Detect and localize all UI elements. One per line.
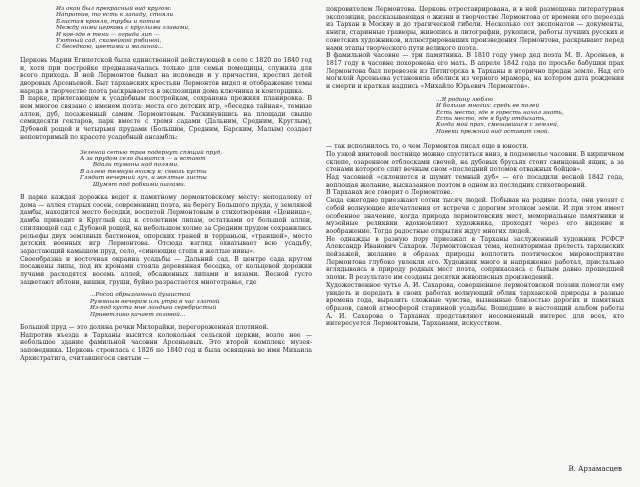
- paragraph-album: Художественное чутье А. И. Сахарова, совершенное лермонтовской поэзии помогли ему увидеть и передать в своих работах волнующий облик тарханской природы в разные времена года, выразить сложные чувства, вызванные близостью дорогих и памятных образов, самой атмосферой старинной усадьбы. Вошедшие в настоящий альбом работы А. И. Сахарова о Тарханах представляют несомненный интерес для всех, кто интересуется Лермонтовым, Тарханами, искусством.: [326, 281, 624, 328]
- paragraph-paths: В парке каждая дорожка ведет к памятному лермонтовскому месту: неподалеку от дома — аллея старых сосен, современниц поэта, на берегу Большого пруда, у земляной дамбы, находится место беседки, воспетой Лермонтовым в стихотворении «Ценница», дамба приводит в Круглый сад к столетним липам, остатками от большой аллеи, спиляющей сад с Дубовой рощей, на небольшом холме за Средним прудом сохранились рельефы двух земляных бастионов, опорских траней и терраньон, «траншей», место детских военных игр Лермонтова. Отсюда взгляд охватывает всю усадьбу, зарастающий камышом пруд, село, «синеющие степи и желтые нивы».: [20, 194, 312, 255]
- paragraph-crypt: По узкой винтовой лестнице можно спуститься вниз, в подземелье часовни. В кирпичном склепе, озаренном отблесками свечей, на дубовых брусьях стоит свинцовый ящик, а за стенами которого спит вечным сном «последний потомок отважных бойцов».: [326, 150, 624, 174]
- paragraph-oak: Над часовней «склоняется и шумит темный дуб» — его посадили весной 1842 года, воплощая желание, высказанное поэтом в одном из последних стихотворений.: [326, 173, 624, 189]
- paragraph-chapel: В фамильной часовне — три памятника. В 1810 году умер дед поэта М. В. Арсеньев, в 1817 году в часовне похоронена его мать. В апреле 1842 года по просьбе бабушки прах Лермонтова был перевезен из Пятигорска в Тарханы и вторично предан земле. Над его могилой Арсеньева установила обелиск из черного мрамора, на котором дата рождения и смерти и краткая надпись «Михайло Юрьевич Лермонтов».: [326, 52, 624, 91]
- paragraph-church: Церковь Марии Египетской была единственной действующей в селе с 1820 по 1840 год и, хотя при постройке предназначалась только для семьи помещицы, служила для всего прихода. В ней Лермонтов бывал на исповеди и у причастия, крестил детей дворовых Арсеньевой. Быт тарханских крестьян Лермонтов видел и отображение темы народа в творчестве поэта раскрывается в экспозиции дома ключника и конторщика.: [20, 56, 312, 95]
- paragraph-exposition: покровителем Лермонтова. Церковь отреставрирована, и в ней размещена литературная экспозиция, рассказывающая о жизни и творчестве Лермонтова от времени его переезда из Тархан в Москву и до трагической гибели. Несколько сот экспонатов — документы, книги, старинные гравюры, живопись и литографии, рукописи, работы лучших русских и советских художников, иллюстрировавших произведения Лермонтова, раскрывают перед нами этапы творческого пути великого поэта.: [326, 6, 624, 52]
- author-signature: В. Арзамасцев: [568, 465, 622, 473]
- verse-top: Из окон был прекрасный вид кругом: Напротив, то есть к западу, стояли Блистая кровля, трубы и потом Между ними церковь с круглыми главами, И кое-где в тени — ограда лип — Уютный сад, скамейкой рябиной, С беседкою, цветами и малиной...: [56, 6, 190, 51]
- paragraph-far-garden: Своеобразна и восточная окраина усадьбы — Дальний сад. В центре сада кругом посажены липы, под их кронами стояла деревянная беседка, от кольцевой дорожки лучами расходятся восемь аллей, обсаженных липами и вязами. Весной густо зацветают яблони, вишни, груши, буйно разрастается многотравье, где: [20, 255, 312, 286]
- paragraph-bell-tower: Напротив въезда в Тарханы высится колокольня сельской церкви, возле нее — небольшое здание фамильной часовни Арсеньевых. Это второй комплекс музея-заповедника. Церковь строилась с 1826 по 1840 год и была освящена во имя Михаила Архистратига, считавшегося святым —: [20, 331, 312, 362]
- paragraph-visitors: Сюда ежегодно приезжают сотни тысяч людей. Побывав на родине поэта, они увозят с собой волнующие впечатления от встречи с дорогим этолком земли. И при этом имеет особенное значение, когда природа лермонтовских мест, мемориальные памятники и музейные реликвии вдохновляют художника, проходят через его видение и воображение. Тогда радостные открытия ждут многих людей.: [326, 197, 624, 235]
- paragraph-park: В парке, прилегающем к усадебным постройкам, сохранена прежняя планировка. В нем многое связано с именем поэта: места его детских игр, «беседка тайная», темные аллеи, дуб, посаженный самим Лермонтовым. Раскинувшись на площади свыше семидесяти гектаров, парк вместе с тремя садами (Дальним, Средним, Круглым), Дубовой рощей и четырьмя прудами (Большим, Средним, Барским, Малым) создает неповторимый по красоте усадебный ансамбль:: [20, 95, 312, 141]
- verse-middle: Зеленой сетью трав подернут спящий пруд, А за прудом село дымится — и встают Вдали туманы над полями. В аллею темную вхожу я; сквозь кусты Глядит вечерний луч, и желтые листы Шумят под робкими шагами.: [80, 149, 223, 188]
- paragraph-sakharov: Не однажды в разную пору приезжал в Тарханы заслуженный художник РСФСР Александр Иванович Сахаров. Лермонтовская тема, неповторимая прелесть тарханских пейзажей, желание в образах природы воплотить поэтическое мировосприятие Лермонтова глубоко увлекли его. Художник много и напряженно работал, пристально вглядываясь в природу родных мест поэта, соприкасаясь с былым давно прошедшей эпохи. В результате им созданы десятки живописных произведений.: [326, 235, 624, 282]
- paragraph-tarkhany: В Тарханах все говорит о Лермонтове.: [326, 189, 453, 197]
- right-column: [326, 6, 624, 328]
- paragraph-fulfilled: — так исполнилось то, о чем Лермонтов писал еще в юности.: [326, 143, 529, 151]
- verse-lower: ...Росой обрызганный душистой Румяным вечером иль утра в час златой Из-под куста мне ландыш серебристый Приветливо качает головой...: [90, 292, 220, 318]
- paragraph-big-pond: Большой пруд — это долина речки Милорайки, перегороженная плотиной.: [20, 324, 269, 332]
- verse-right: ...Я родину люблю И больше многих: средь ее полей Есть место, где я горесть начал знать, Есть место, где я буду отдыхать, Когда мой прах, смешавшися с землей, Навеки прежний вид оставит свой.: [436, 96, 564, 135]
- left-column: [20, 6, 312, 363]
